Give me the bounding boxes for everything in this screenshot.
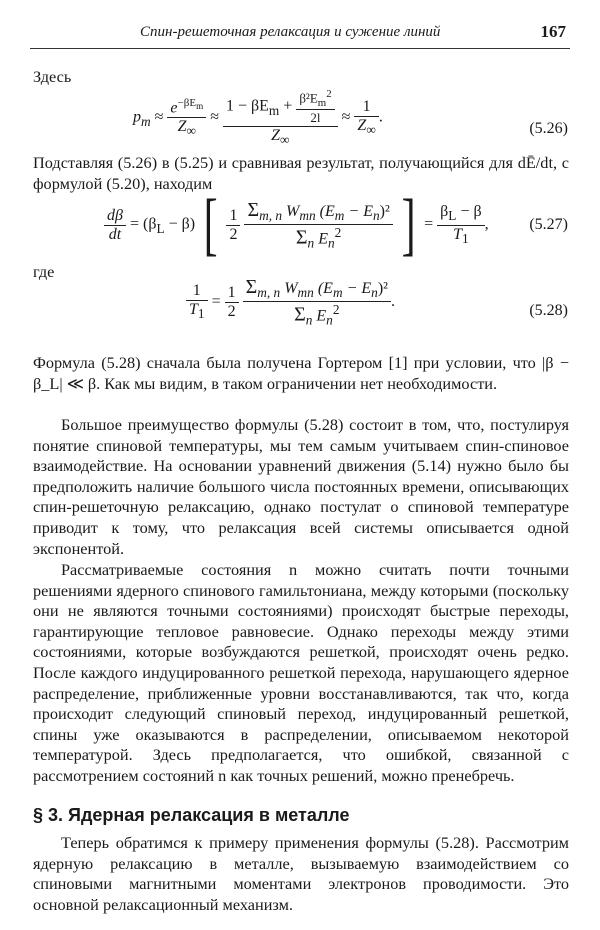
eq1-den2-sub: ∞ bbox=[279, 132, 290, 148]
eq2-equals2: = bbox=[424, 215, 434, 233]
eq2-lhs-den: dt bbox=[108, 225, 122, 243]
states-paragraph: Рассматриваемые состояния n можно считать почти точными решениями ядерного спинового гамильтониана, между которыми (поскольку они не являются точными состояниями) происходят быстрые переходы, гарантирующие тепловое равновесие. Однако переходы между этими состояниями, которые возбуждаются решеткой, происходят очень редко. После каждого индуцированного решеткой перехода, нарушающего ядерное распределение, приближенные уровни восстанавливаются, так что, когда происходит следующий спиновый переход, индуцированный решеткой, спины уже оказываются в распределении, описываемом некоторой температурой. Здесь предполагается, что ошибкой, связанной с рассмотрением состояний n как точных решений, можно пренебречь. bbox=[33, 560, 569, 785]
here-label: Здесь bbox=[33, 67, 72, 86]
eq2-paren: (β bbox=[143, 215, 157, 233]
section-heading: § 3. Ядерная релаксация в металле bbox=[33, 805, 350, 825]
eq3-sum-den-under: n bbox=[305, 312, 313, 328]
eq2-equals: = bbox=[129, 215, 139, 233]
eq2-en-sup: 2 bbox=[334, 224, 342, 240]
eq2-sum-den: Σ bbox=[295, 226, 308, 249]
page-header bbox=[30, 22, 570, 49]
eq1-lhs-sub: m bbox=[141, 113, 151, 129]
eq3-sum: Σ bbox=[245, 276, 258, 298]
eq1-num3: 1 bbox=[354, 98, 378, 117]
eq3-lhs-den: T bbox=[189, 301, 198, 319]
substituting-paragraph: Подставляя (5.26) в (5.25) и сравнивая результат, получающийся для dĒ/dt, с формулой (5.20), находим bbox=[33, 153, 569, 193]
eq3-half-den: 2 bbox=[227, 302, 236, 320]
eq1-inner-num: β²E bbox=[299, 90, 318, 106]
eq3-main-frac bbox=[243, 276, 391, 329]
eq3-lhs-num: 1 bbox=[186, 282, 208, 301]
eq3-half bbox=[225, 284, 239, 321]
equation-number-5-28: (5.28) bbox=[529, 302, 568, 319]
eq3-sq-close: )² bbox=[377, 280, 388, 297]
eq1-inner-den: 2l bbox=[310, 109, 321, 125]
eq3-en: E bbox=[316, 307, 327, 325]
eq1-frac1 bbox=[167, 97, 206, 140]
eq3-sq-open: (E bbox=[313, 280, 333, 297]
eq1-den3-sub: ∞ bbox=[366, 122, 376, 138]
eq1-den1: Z bbox=[177, 118, 187, 136]
eq3-sum-den: Σ bbox=[294, 303, 306, 326]
eq3-sq-minus: − E bbox=[342, 280, 372, 297]
running-title: Спин-решеточная релаксация и сужение линий bbox=[140, 24, 441, 40]
eq2-w-sub: mn bbox=[299, 207, 316, 223]
eq2-paren-sub: L bbox=[156, 220, 165, 236]
eq3-equals: = bbox=[211, 293, 221, 311]
eq2-sq-minus: − E bbox=[344, 202, 373, 220]
eq3-en-sub: n bbox=[326, 312, 333, 328]
eq2-lhs-frac bbox=[104, 207, 126, 244]
eq1-inner-frac bbox=[296, 88, 334, 126]
eq2-rhs-num: β bbox=[440, 203, 449, 221]
advantage-paragraph: Большое преимущество формулы (5.28) состоит в том, что, постулируя понятие спиновой температуры, мы тем самым учитываем спин-спиновое взаимодействие. На основании уравнений движения (5.14) нужно было бы предположить наличие большого числа постоянных времени, описывающих спин-решеточную релаксацию, однако постулат о спиновой температуре приводит к тому, что релаксация всей системы описывается одной экспонентой. bbox=[33, 415, 569, 558]
eq2-sum-den-under: n bbox=[307, 235, 315, 251]
eq2-sum: Σ bbox=[247, 198, 260, 221]
eq2-sq-sub2: n bbox=[373, 207, 380, 223]
eq2-sq-sub1: m bbox=[334, 207, 345, 223]
eq2-half bbox=[226, 207, 240, 244]
eq2-rhs-den: T bbox=[453, 225, 462, 243]
eq1-num2-sub: m bbox=[268, 102, 280, 118]
eq2-half-num: 1 bbox=[226, 207, 240, 226]
eq1-approx: ≈ bbox=[154, 108, 164, 126]
eq2-en: E bbox=[318, 230, 328, 248]
eq1-inner-num-sub: m bbox=[317, 96, 327, 109]
eq1-period: . bbox=[378, 108, 383, 126]
eq1-num1-sup-sub: m bbox=[196, 100, 204, 111]
eq2-sum-under: m, n bbox=[259, 207, 283, 223]
eq2-comma: , bbox=[484, 215, 489, 233]
equation-5-27 bbox=[104, 186, 489, 263]
eq1-num1: e bbox=[170, 99, 178, 117]
eq2-w: W bbox=[286, 202, 300, 220]
page-number: 167 bbox=[540, 22, 566, 41]
equation-number-5-27: (5.27) bbox=[529, 216, 568, 233]
eq2-main-frac bbox=[244, 199, 392, 252]
gorter-paragraph: Формула (5.28) сначала была получена Гортером [1] при условии, что |β − β_L| ≪ β. Как мы видим, в таком ограничении нет необходимости. bbox=[33, 353, 569, 393]
eq3-sq-sub1: m bbox=[332, 285, 343, 301]
eq2-sq-open: (E bbox=[315, 202, 335, 220]
eq1-den3: Z bbox=[357, 116, 367, 134]
eq2-rhs-num-rest: − β bbox=[456, 203, 482, 221]
eq2-left-bracket: [ bbox=[203, 186, 218, 263]
eq2-en-sub: n bbox=[327, 235, 335, 251]
metal-paragraph: Теперь обратимся к примеру применения формулы (5.28). Рассмотрим ядерную релаксацию в металле, вызываемую взаимодействием со спиновыми магнитными моментами электронов проводимости. Это основной релаксационный механизм. bbox=[33, 833, 569, 914]
eq2-rhs-num-sub: L bbox=[448, 208, 457, 224]
eq2-paren-rest: − β) bbox=[164, 215, 196, 233]
eq3-w: W bbox=[284, 280, 298, 297]
eq1-den2: Z bbox=[271, 126, 280, 144]
eq2-rhs-den-sub: 1 bbox=[461, 230, 469, 246]
eq3-lhs-den-sub: 1 bbox=[197, 306, 205, 322]
eq3-w-sub: mn bbox=[297, 285, 314, 301]
eq1-lhs: p bbox=[133, 108, 141, 126]
eq1-plus: + bbox=[283, 97, 293, 115]
eq1-approx2: ≈ bbox=[210, 108, 219, 126]
eq2-lhs-num: dβ bbox=[104, 207, 126, 226]
eq1-approx3: ≈ bbox=[341, 108, 351, 126]
eq1-den1-sub: ∞ bbox=[186, 123, 197, 139]
eq3-en-sup: 2 bbox=[332, 302, 340, 318]
equation-number-5-26: (5.26) bbox=[529, 120, 568, 137]
equation-5-26 bbox=[133, 88, 383, 148]
eq3-lhs-frac bbox=[186, 282, 208, 322]
eq1-num1-sup: −βE bbox=[177, 96, 197, 109]
eq3-period: . bbox=[390, 293, 395, 311]
where-label: где bbox=[33, 262, 55, 281]
eq2-rhs-frac bbox=[437, 203, 484, 246]
eq3-half-num: 1 bbox=[225, 284, 239, 303]
eq3-sum-under: m, n bbox=[257, 285, 281, 301]
eq3-sq-sub2: n bbox=[371, 285, 378, 301]
eq1-inner-num-sup: 2 bbox=[326, 88, 332, 100]
eq2-sq-close: )² bbox=[379, 202, 390, 220]
eq1-frac2 bbox=[223, 88, 338, 148]
eq2-half-den: 2 bbox=[229, 225, 238, 243]
equation-5-28 bbox=[186, 276, 395, 329]
eq1-num2: 1 − βE bbox=[225, 97, 269, 115]
eq1-frac3 bbox=[354, 98, 378, 138]
eq2-right-bracket: ] bbox=[401, 186, 416, 263]
